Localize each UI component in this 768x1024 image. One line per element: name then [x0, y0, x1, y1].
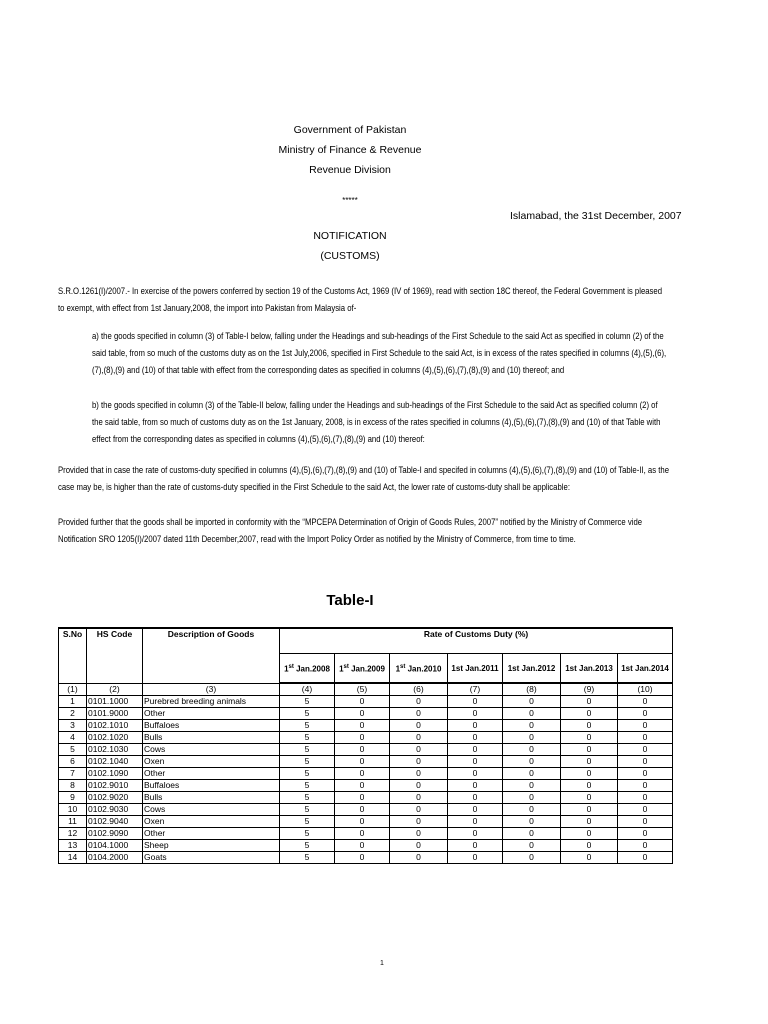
cell-rate: 0 [561, 840, 618, 852]
column-number: (7) [448, 683, 503, 696]
cell-rate: 0 [618, 804, 673, 816]
cell-sno: 10 [59, 804, 87, 816]
cell-rate: 0 [335, 732, 390, 744]
paragraph-proviso-1: Provided that in case the rate of customs-duty specified in columns (4),(5),(6),(7),(8),(9) and (10) of Table-I and specifed in columns (4),(5),(6),(7),(8),(9) and (10) of Table-II, as the case may be, is higher than the rate of customs-duty specified in the First Schedule to the said Act, the lower rate of customs-duty shall be applicable: [58, 465, 670, 492]
header-division: Revenue Division [309, 164, 391, 176]
cell-rate: 0 [335, 768, 390, 780]
table-row [59, 732, 673, 744]
cell-rate: 0 [448, 804, 503, 816]
header-date: 1st Jan.2014 [618, 654, 673, 684]
cell-rate: 5 [280, 696, 335, 708]
table-row [59, 720, 673, 732]
cell-rate: 0 [618, 744, 673, 756]
cell-rate: 0 [503, 696, 561, 708]
cell-rate: 0 [618, 852, 673, 864]
cell-rate: 0 [448, 732, 503, 744]
cell-rate: 0 [561, 780, 618, 792]
cell-rate: 0 [503, 780, 561, 792]
cell-sno: 12 [59, 828, 87, 840]
cell-rate: 0 [448, 744, 503, 756]
header-date: 1st Jan.2012 [503, 654, 561, 684]
column-number: (3) [143, 683, 280, 696]
cell-rate: 0 [390, 828, 448, 840]
cell-rate: 0 [561, 696, 618, 708]
cell-rate: 5 [280, 792, 335, 804]
cell-rate: 0 [448, 720, 503, 732]
cell-hs-code: 0102.9090 [87, 828, 143, 840]
cell-rate: 0 [503, 744, 561, 756]
notification-date: Islamabad, the 31st December, 2007 [510, 210, 682, 222]
cell-rate: 0 [448, 792, 503, 804]
cell-sno: 11 [59, 816, 87, 828]
cell-rate: 0 [618, 780, 673, 792]
cell-rate: 0 [503, 840, 561, 852]
cell-rate: 0 [618, 768, 673, 780]
cell-description: Purebred breeding animals [143, 696, 280, 708]
cell-rate: 0 [561, 768, 618, 780]
cell-rate: 0 [335, 744, 390, 756]
cell-rate: 0 [390, 804, 448, 816]
table-row [59, 804, 673, 816]
customs-heading: (CUSTOMS) [320, 250, 380, 262]
table-row [59, 756, 673, 768]
cell-hs-code: 0102.1020 [87, 732, 143, 744]
cell-rate: 0 [503, 804, 561, 816]
cell-rate: 0 [335, 708, 390, 720]
cell-rate: 0 [390, 708, 448, 720]
cell-rate: 0 [618, 696, 673, 708]
cell-rate: 0 [390, 756, 448, 768]
cell-rate: 0 [390, 696, 448, 708]
cell-rate: 0 [503, 708, 561, 720]
paragraph-sro: S.R.O.1261(I)/2007.- In exercise of the powers conferred by section 19 of the Customs Act, 1969 (IV of 1969), read with section 18C thereof, the Federal Government is pleased to exempt, with effect from 1st January,2008, the import into Pakistan from Malaysia of- [58, 286, 663, 313]
cell-rate: 0 [335, 828, 390, 840]
cell-description: Other [143, 768, 280, 780]
cell-rate: 5 [280, 804, 335, 816]
cell-rate: 0 [503, 720, 561, 732]
cell-rate: 0 [618, 720, 673, 732]
cell-hs-code: 0102.9010 [87, 780, 143, 792]
cell-hs-code: 0102.9040 [87, 816, 143, 828]
cell-rate: 0 [503, 756, 561, 768]
cell-rate: 0 [390, 840, 448, 852]
cell-rate: 0 [448, 828, 503, 840]
cell-rate: 5 [280, 768, 335, 780]
cell-rate: 0 [561, 816, 618, 828]
cell-rate: 5 [280, 720, 335, 732]
cell-rate: 0 [448, 840, 503, 852]
cell-description: Buffaloes [143, 720, 280, 732]
cell-rate: 0 [503, 828, 561, 840]
header-government: Government of Pakistan [293, 124, 407, 136]
cell-description: Bulls [143, 792, 280, 804]
cell-rate: 5 [280, 732, 335, 744]
cell-rate: 0 [503, 852, 561, 864]
cell-rate: 0 [390, 816, 448, 828]
cell-rate: 0 [503, 816, 561, 828]
cell-sno: 3 [59, 720, 87, 732]
cell-rate: 0 [561, 744, 618, 756]
cell-rate: 0 [503, 732, 561, 744]
column-number: (4) [280, 683, 335, 696]
column-number: (1) [59, 683, 87, 696]
paragraph-clause-b: b) the goods specified in column (3) of the Table-II below, falling under the Headings and sub-headings of the First Schedule to the said Act as specified column (2) of the said table, from so much of customs duty as on the 1st January, 2008, is in excess of the rates specified in columns (4),(5),(6),(7),(8),(9) and (10) of that Table with effect from the corresponding dates as specified in columns (4),(5),(6),(7),(8),(9) and (10) thereof: [92, 400, 661, 444]
table-row [59, 768, 673, 780]
column-number: (5) [335, 683, 390, 696]
cell-rate: 0 [335, 840, 390, 852]
cell-sno: 4 [59, 732, 87, 744]
cell-sno: 9 [59, 792, 87, 804]
table-row [59, 816, 673, 828]
cell-rate: 0 [335, 720, 390, 732]
column-number: (2) [87, 683, 143, 696]
page-number: 1 [380, 960, 384, 967]
header-rate: Rate of Customs Duty (%) [280, 628, 673, 654]
cell-description: Cows [143, 804, 280, 816]
cell-rate: 0 [335, 792, 390, 804]
table-row [59, 852, 673, 864]
cell-hs-code: 0102.1030 [87, 744, 143, 756]
cell-hs-code: 0101.1000 [87, 696, 143, 708]
header-description: Description of Goods [143, 628, 280, 683]
cell-rate: 0 [335, 696, 390, 708]
cell-sno: 14 [59, 852, 87, 864]
cell-rate: 5 [280, 780, 335, 792]
cell-rate: 0 [561, 756, 618, 768]
cell-rate: 5 [280, 816, 335, 828]
cell-rate: 0 [335, 756, 390, 768]
cell-rate: 0 [618, 708, 673, 720]
cell-rate: 0 [448, 816, 503, 828]
column-number: (8) [503, 683, 561, 696]
cell-rate: 0 [561, 792, 618, 804]
cell-rate: 0 [618, 756, 673, 768]
cell-description: Buffaloes [143, 780, 280, 792]
cell-rate: 5 [280, 852, 335, 864]
customs-duty-table [58, 627, 673, 864]
cell-rate: 0 [561, 732, 618, 744]
cell-rate: 0 [390, 852, 448, 864]
cell-rate: 5 [280, 744, 335, 756]
cell-rate: 0 [561, 708, 618, 720]
cell-rate: 0 [390, 780, 448, 792]
paragraph-clause-a: a) the goods specified in column (3) of Table-I below, falling under the Headings and sub-headings of the First Schedule to the said Act as specified in column (2) of the said table, from so much of the customs duty as on the 1st July,2006, specified in First Schedule to the said Act, is in excess of the rates specified in columns (4),(5),(6),(7),(8),(9) and (10) of that table with effect from the corresponding dates as specified in columns (4),(5),(6),(7),(8),(9) and (10) thereof; and [92, 331, 667, 375]
cell-rate: 0 [448, 768, 503, 780]
cell-rate: 0 [618, 732, 673, 744]
cell-rate: 0 [448, 780, 503, 792]
cell-rate: 0 [503, 768, 561, 780]
cell-rate: 0 [503, 792, 561, 804]
cell-description: Oxen [143, 756, 280, 768]
cell-hs-code: 0102.1040 [87, 756, 143, 768]
column-number: (10) [618, 683, 673, 696]
header-stars: ***** [342, 196, 358, 205]
header-hs-code: HS Code [87, 628, 143, 683]
cell-rate: 0 [561, 804, 618, 816]
cell-sno: 2 [59, 708, 87, 720]
table-row [59, 744, 673, 756]
cell-rate: 0 [561, 828, 618, 840]
cell-hs-code: 0102.1090 [87, 768, 143, 780]
cell-description: Bulls [143, 732, 280, 744]
table-row [59, 696, 673, 708]
cell-hs-code: 0102.1010 [87, 720, 143, 732]
cell-sno: 8 [59, 780, 87, 792]
header-date: 1st Jan.2008 [280, 654, 335, 684]
cell-rate: 5 [280, 828, 335, 840]
cell-rate: 0 [390, 792, 448, 804]
cell-rate: 0 [390, 720, 448, 732]
cell-description: Oxen [143, 816, 280, 828]
cell-rate: 0 [618, 792, 673, 804]
cell-rate: 0 [448, 852, 503, 864]
cell-hs-code: 0102.9030 [87, 804, 143, 816]
cell-sno: 13 [59, 840, 87, 852]
table-row [59, 828, 673, 840]
cell-rate: 0 [448, 708, 503, 720]
cell-sno: 5 [59, 744, 87, 756]
column-number: (9) [561, 683, 618, 696]
cell-rate: 0 [390, 744, 448, 756]
notification-heading: NOTIFICATION [313, 230, 387, 242]
cell-sno: 6 [59, 756, 87, 768]
cell-rate: 5 [280, 756, 335, 768]
cell-rate: 0 [618, 840, 673, 852]
cell-description: Sheep [143, 840, 280, 852]
cell-hs-code: 0101.9000 [87, 708, 143, 720]
cell-rate: 0 [448, 696, 503, 708]
header-sno: S.No [59, 628, 87, 683]
cell-hs-code: 0102.9020 [87, 792, 143, 804]
table-row [59, 780, 673, 792]
cell-rate: 0 [448, 756, 503, 768]
table-title: Table-I [326, 592, 374, 609]
cell-description: Cows [143, 744, 280, 756]
cell-rate: 5 [280, 708, 335, 720]
cell-rate: 0 [390, 768, 448, 780]
column-number: (6) [390, 683, 448, 696]
cell-hs-code: 0104.2000 [87, 852, 143, 864]
table-row [59, 792, 673, 804]
cell-rate: 0 [335, 816, 390, 828]
cell-sno: 1 [59, 696, 87, 708]
cell-rate: 0 [618, 816, 673, 828]
header-date: 1st Jan.2011 [448, 654, 503, 684]
cell-rate: 0 [618, 828, 673, 840]
cell-sno: 7 [59, 768, 87, 780]
cell-hs-code: 0104.1000 [87, 840, 143, 852]
paragraph-proviso-2: Provided further that the goods shall be imported in conformity with the “MPCEPA Determination of Origin of Goods Rules, 2007” notified by the Ministry of Commerce vide Notification SRO 1205(I)/2007 dated 11th December,2007, read with the Import Policy Order as notified by the Ministry of Commerce, from time to time. [58, 517, 643, 544]
table-row [59, 708, 673, 720]
header-date: 1st Jan.2013 [561, 654, 618, 684]
cell-rate: 0 [390, 732, 448, 744]
header-date: 1st Jan.2010 [390, 654, 448, 684]
cell-rate: 5 [280, 840, 335, 852]
cell-rate: 0 [561, 852, 618, 864]
cell-rate: 0 [561, 720, 618, 732]
header-date: 1st Jan.2009 [335, 654, 390, 684]
table-row [59, 840, 673, 852]
cell-rate: 0 [335, 804, 390, 816]
cell-rate: 0 [335, 852, 390, 864]
cell-rate: 0 [335, 780, 390, 792]
cell-description: Other [143, 828, 280, 840]
cell-description: Goats [143, 852, 280, 864]
cell-description: Other [143, 708, 280, 720]
header-ministry: Ministry of Finance & Revenue [278, 144, 422, 156]
